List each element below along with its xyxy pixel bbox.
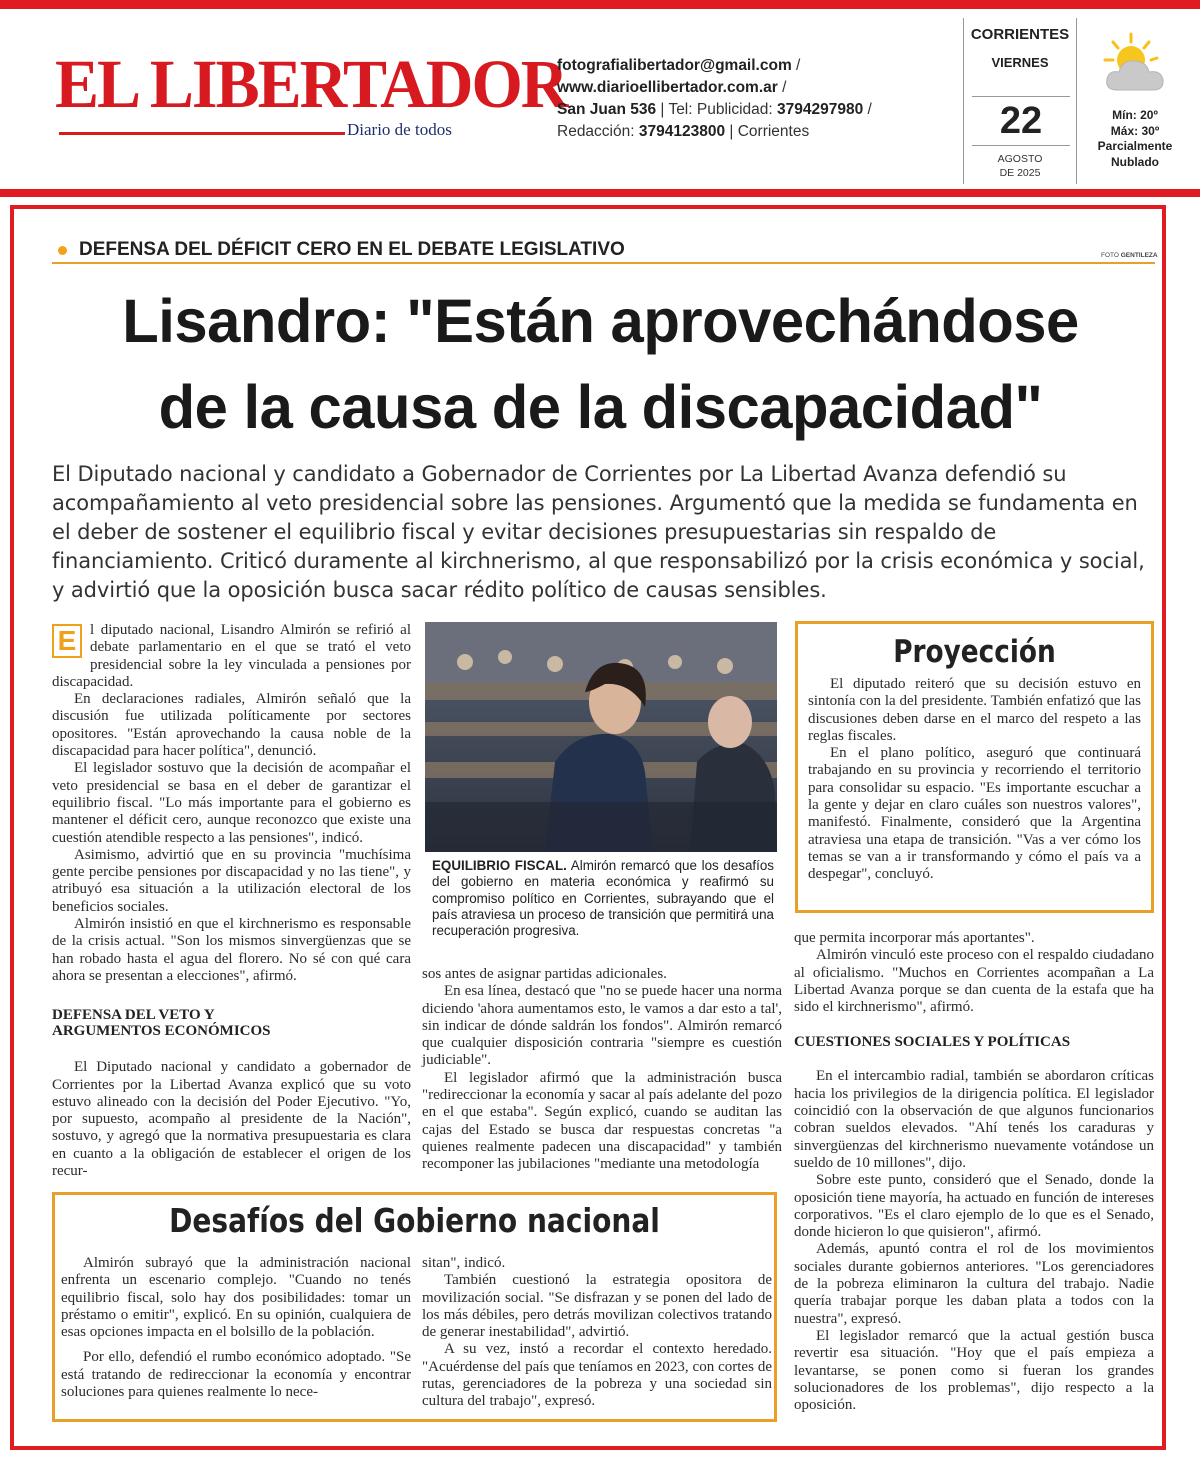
date-weekday: VIERNES bbox=[991, 55, 1049, 70]
paragraph: sos antes de asignar partidas adicionales. bbox=[422, 966, 667, 982]
drop-cap: E bbox=[52, 624, 82, 658]
phone-ads-label: Tel: Publicidad: bbox=[668, 101, 773, 118]
article-photo[interactable] bbox=[425, 622, 777, 852]
article-kicker bbox=[58, 239, 625, 261]
paragraph: El legislador remarcó que la actual gestión busca revertir esa situación. "Hoy que el país empieza a levantarse, se ponen como si fueran los grandes solucionadores de los problemas", dijo respecto a la oposición. bbox=[794, 1327, 1154, 1414]
sidebar-box-proyeccion bbox=[795, 621, 1154, 913]
subhead-veto bbox=[52, 1007, 411, 1039]
article-column-3 bbox=[794, 930, 1154, 1414]
paragraph: sitan", indicó. bbox=[422, 1255, 506, 1271]
caption-text: Almirón remarcó que los desafíos del gobierno en materia económica y reafirmó su compromiso político en Corrientes, subrayando que el país atraviesa un proceso de transición que permitirá una recuperación progresiva. bbox=[432, 858, 774, 939]
logo-underline bbox=[59, 132, 345, 135]
headline-line-1: Lisandro: "Están aprovechándose bbox=[122, 287, 1079, 355]
article-headline bbox=[39, 278, 1161, 450]
weather-condition-2: Nublado bbox=[1111, 154, 1159, 169]
city-text: Corrientes bbox=[737, 123, 810, 140]
kicker-text: DEFENSA DEL DÉFICIT CERO EN EL DEBATE LEGISLATIVO bbox=[79, 239, 625, 260]
newsroom-label: Redacción: bbox=[557, 123, 635, 140]
subhead-line: DEFENSA DEL VETO Y bbox=[52, 1007, 215, 1024]
photo-credit-name: GENTILEZA bbox=[1120, 252, 1158, 259]
paragraph: El Diputado nacional y candidato a gobernador de Corrientes por la Libertad Avanza explicó que su voto estuvo alineado con la decisión del Poder Ejecutivo. "Yo, por supuesto, acompaño al presidente de la Nación", sostuvo, y agregó que la normativa presupuestaria es clara en cuanto a la obligación de establecer el origen de los recur- bbox=[52, 1059, 411, 1180]
date-city: CORRIENTES bbox=[970, 26, 1070, 43]
paragraph: Por ello, defendió el rumbo económico adoptado. "Se está tratando de redireccionar la economía y encontrar soluciones para quienes realmente lo nece- bbox=[61, 1349, 411, 1401]
contact-web[interactable]: www.diarioellibertador.com.ar bbox=[557, 79, 778, 96]
weather-widget bbox=[1085, 30, 1185, 170]
paragraph: A su vez, instó a recordar el contexto heredado. "Acuérdense del país que teníamos en 2023, con cortes de rutas, gerenciadores de la pobreza y una sociedad sin cultura del trabajo", expresó. bbox=[422, 1341, 772, 1410]
kicker-rule bbox=[52, 262, 1155, 264]
date-year: DE 2025 bbox=[999, 167, 1041, 179]
box-proyeccion-text bbox=[798, 676, 1151, 884]
headline-line-2: de la causa de la discapacidad" bbox=[158, 373, 1043, 441]
photo-credit-label: FOTO bbox=[1101, 252, 1119, 259]
paragraph: Almirón subrayó que la administración nacional enfrenta un escenario complejo. "Cuando no tenés equilibrio fiscal, solo hay dos posibilidades: tomar un préstamo o emitir", explicó. En su opinión, cualquiera de esas opciones impacta en el bolsillo de la población. bbox=[61, 1255, 411, 1341]
paragraph bbox=[52, 622, 411, 691]
article-column-2 bbox=[422, 966, 782, 1174]
kicker-bullet-icon bbox=[58, 246, 67, 255]
article-column-1 bbox=[52, 622, 411, 1180]
date-day: 22 bbox=[972, 96, 1070, 146]
photo-credit bbox=[1101, 252, 1158, 259]
paragraph: El diputado reiteró que su decisión estuvo en sintonía con la del presidente. También enfatizó que las discusiones deben darse en el marco del respeto a las reglas fiscales. bbox=[808, 676, 1141, 744]
weather-min: Mín: 20º bbox=[1112, 108, 1158, 122]
paragraph: También cuestionó la estrategia opositora de movilización social. "Se disfrazan y se ponen del lado de los más débiles, pero detrás movilizan colectivos tratando de generar inestabilidad", advirtió. bbox=[422, 1272, 772, 1341]
sidebar-box-desafios bbox=[52, 1192, 777, 1422]
phone-ads: 3794297980 bbox=[777, 101, 864, 118]
date-month: AGOSTO bbox=[997, 153, 1043, 165]
paragraph: Asimismo, advirtió que en su provincia "muchísima gente percibe pensiones por discapacidad y no las tiene", y atribuyó esa situación a la utilización electoral de los beneficios sociales. bbox=[52, 846, 411, 915]
box-title-proyeccion: Proyección bbox=[893, 634, 1056, 670]
paragraph: Almirón insistió en que el kirchnerismo es responsable de la crisis actual. "Son los mismos sinvergüenzas que se han robado hasta el agua del florero. No sé con qué cara ahora se presentan a elecciones", afirmó. bbox=[52, 916, 411, 984]
weather-max: Máx: 30º bbox=[1110, 123, 1160, 138]
paragraph: En el intercambio radial, también se abordaron críticas hacia los privilegios de la dirigencia política. El legislador coincidió con la observación de que algunos funcionarios cobran sueldos elevados. "Ahí tenés los caraduras y sinvergüenzas del kirchnerismo nuevamente votándose un sueldo de 10 millones", dijo. bbox=[794, 1068, 1154, 1171]
logo-title: EL LIBERTADOR bbox=[55, 46, 567, 123]
photo-illustration bbox=[425, 622, 777, 852]
subhead-cuestiones: CUESTIONES SOCIALES Y POLÍTICAS bbox=[794, 1034, 1071, 1051]
box-title-desafios: Desafíos del Gobierno nacional bbox=[169, 1201, 660, 1240]
contact-email[interactable]: fotografialibertador@gmail.com bbox=[557, 57, 792, 74]
paragraph: Sobre este punto, consideró que el Senado, donde la oposición tiene mayoría, ha actuado en función de intereses corporativos. "Es el claro ejemplo de lo que es el Senado, donde hicieron lo que quisieron", afirmó. bbox=[794, 1172, 1154, 1241]
weather-condition-1: Parcialmente bbox=[1097, 139, 1173, 153]
top-rule bbox=[0, 0, 1200, 9]
paragraph: En declaraciones radiales, Almirón señaló que la discusión fue utilizada políticamente por sectores opositores. "Están aprovechando la causa noble de la discapacidad para hacer política", denunció. bbox=[52, 691, 411, 760]
address: San Juan 536 bbox=[557, 101, 657, 118]
paragraph: Almirón vinculó este proceso con el respaldo ciudadano al oficialismo. "Muchos en Corrientes acompañan a La Libertad Avanza porque se dan cuenta de la estafa que ha sido el kirchnerismo", afirmó. bbox=[794, 947, 1154, 1016]
newsroom-phone: 3794123800 bbox=[638, 123, 726, 140]
partly-cloudy-icon bbox=[1095, 30, 1175, 96]
contact-info: fotografialibertador@gmail.com / www.diarioellibertador.com.ar / San Juan 536 | Tel: Publicidad: 3794297980 / Redacción: 3794123800 | Corrientes bbox=[557, 57, 872, 140]
box-desafios-column-1 bbox=[61, 1255, 411, 1401]
newspaper-logo[interactable] bbox=[55, 46, 567, 142]
caption-label: EQUILIBRIO FISCAL. bbox=[432, 858, 567, 873]
photo-caption bbox=[432, 858, 774, 939]
date-box bbox=[963, 18, 1077, 184]
subhead-line: ARGUMENTOS ECONÓMICOS bbox=[52, 1023, 271, 1040]
paragraph: El legislador sostuvo que la decisión de acompañar el veto presidencial se basa en el deber de garantizar el equilibrio fiscal. "Lo más importante para el gobierno es mantener el déficit cero, aunque reconozco que existe una cuestión atendible respecto a las pensiones", indicó. bbox=[52, 760, 411, 846]
paragraph: En el plano político, aseguró que continuará trabajando en su provincia y recorriendo el territorio para consolidar su espacio. "Es importante escuchar a la gente y dejar en claro cuáles son nuestros valores", manifestó. Finalmente, consideró que la Argentina atraviesa una etapa de transición. "Vas a ver cómo los temas se van a ir transformando y cómo el país va a despegar", concluyó. bbox=[808, 745, 1141, 883]
paragraph: En esa línea, destacó que "no se puede hacer una norma diciendo 'ahora aumentamos esto, le vamos a dar esto a tal', sin indicar de dónde saldrán los fondos". Almirón remarcó que cualquier disposición contraria "siempre es cuestión judiciable". bbox=[422, 983, 782, 1069]
paragraph: que permita incorporar más aportantes". bbox=[794, 930, 1035, 946]
masthead-bottom-rule bbox=[0, 189, 1200, 197]
paragraph: Además, apuntó contra el rol de los movimientos sociales durante gobiernos anteriores. "Los gerenciadores de la pobreza eliminaron la cultura del trabajo. Nadie quería trabajar porque les daban plata a todos con la nuestra", expresó. bbox=[794, 1241, 1154, 1327]
paragraph-text: l diputado nacional, Lisandro Almirón se refirió al debate parlamentario en el que se trató el veto presidencial sobre la ley vinculada a pensiones por discapacidad. bbox=[52, 622, 411, 690]
logo-subtitle: Diario de todos bbox=[347, 120, 452, 139]
paragraph: El legislador afirmó que la administración busca "redireccionar la economía y sacar al país adelante del pozo en el que estaba". Según explicó, cuando se auditan las cajas del Estado se busca dar respuestas concretas "a quienes realmente padecen una discapacidad" y también recomponer las jubilaciones "mediante una metodología bbox=[422, 1069, 782, 1173]
article-lede: El Diputado nacional y candidato a Gobernador de Corrientes por La Libertad Avanza defendió su acompañamiento al veto presidencial sobre las pensiones. Argumentó que la medida se fundamenta en el deber de sostener el equilibrio fiscal y evitar decisiones presupuestarias sin respaldo de financiamiento. Criticó duramente al kirchnerismo, al que responsabilizó por la crisis económica y social, y advirtió que la oposición busca sacar rédito político de causas sensibles. bbox=[52, 462, 1145, 602]
box-desafios-column-2 bbox=[422, 1255, 772, 1411]
